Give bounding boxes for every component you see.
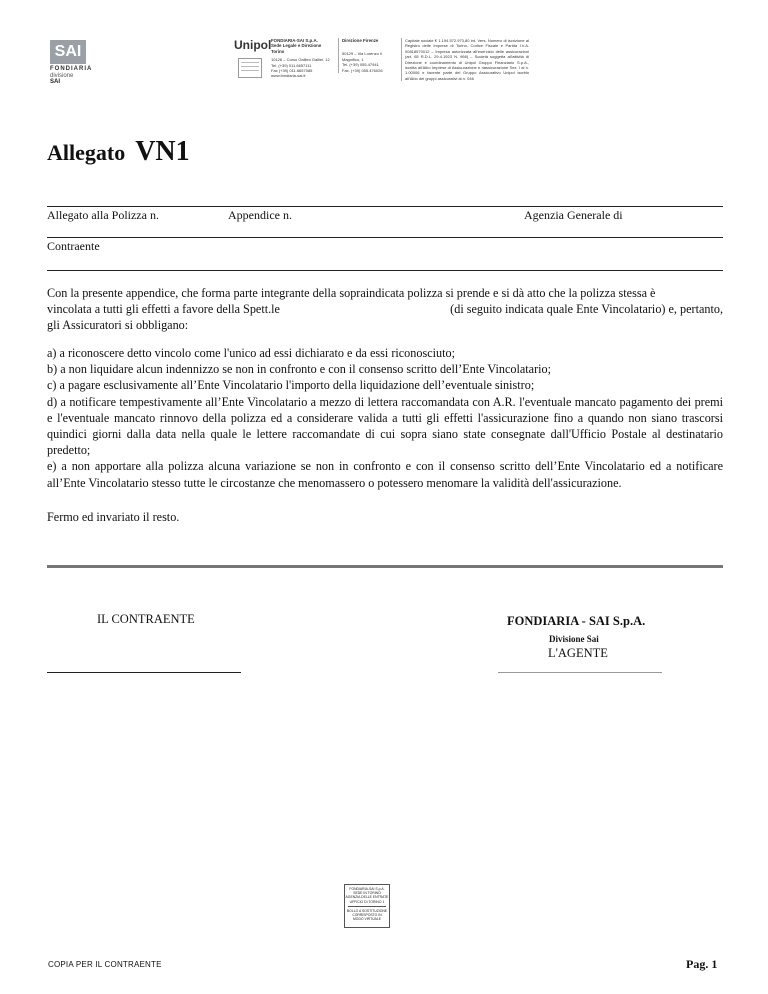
stamp-line: SEDE IN TORINO	[353, 891, 381, 896]
sai-logo-division-label: divisione	[50, 73, 74, 79]
title-code: VN1	[135, 136, 190, 167]
header-company-seat: Sede Legale e Direzione Torino	[271, 43, 322, 54]
obligations-list	[47, 345, 723, 491]
header-fax: Fax (+39) 011.6657085	[271, 68, 313, 74]
sai-logo	[50, 40, 93, 88]
header-legal-info: Capitale sociale € 1.194.572.973,80 int. Vers. Numero di iscrizione al Registro delle Imprese di Torino, Codice Fiscale e Partita I.V.A. 00818570012 – Impresa autorizzata all'esercizio delle assicurazioni (art. 65 R.D.L. 29.4.1923 N. 966) – Società soggetta all'attività di Direzione e coordinamento di Unipol Gruppo Finanziario S.p.A., iscritta all'Albo Imprese di Assicurazione e riassicurazione Sez. I al n. 1.00006 e facente parte del Gruppo Assicurativo Unipol iscritto all'Albo dei gruppi assicurativi al n. 046	[401, 38, 529, 81]
contractor-signature-label: IL CONTRAENTE	[97, 612, 195, 626]
divider	[47, 237, 723, 238]
intro-line-2a: vincolata a tutti gli effetti a favore della Spett.le	[47, 302, 280, 316]
copy-label: COPIA PER IL CONTRAENTE	[48, 960, 162, 969]
closing-text: Fermo ed invariato il resto.	[47, 510, 180, 524]
list-item: b) a non liquidare alcun indennizzo se non in confronto e con il consenso scritto dell’Ente Vincolatario;	[47, 362, 552, 377]
intro-line-2b: (di seguito indicata quale Ente Vincolatario) e, pertanto,	[450, 302, 723, 316]
header-branch-fax: Fax. (+39) 055.476026	[342, 67, 383, 73]
appendix-number-label: Appendice n.	[228, 208, 292, 222]
small-stamp-icon	[238, 58, 262, 78]
header-branch-info	[338, 38, 400, 73]
policy-number-label: Allegato alla Polizza n.	[47, 208, 159, 222]
sai-logo-mark: SAI	[50, 40, 86, 64]
intro-paragraph	[47, 285, 723, 333]
agent-signature-label: L'AGENTE	[548, 646, 608, 660]
list-item: e) a non apportare alla polizza alcuna variazione se non in confronto e con il consenso scritto dell’Ente Vincolatario ed a notificare all’Ente Vincolatario stesso tutte le circostanze che menomassero o potessero menomare la validità dell'assicurazione.	[47, 459, 723, 490]
stamp-line: FONDIARIA-SAI S.p.A.	[349, 887, 385, 891]
intro-line-3: gli Assicuratori si obbligano:	[47, 318, 189, 332]
header-website: www.fondiaria-sai.it	[271, 73, 306, 79]
header-branch-tel: Tel. (+39) 055.47941	[342, 62, 379, 68]
intro-line-1: Con la presente appendice, che forma parte integrante della sopraindicata polizza si prende e si dà atto che la polizza stessa è	[47, 286, 656, 300]
header-address: 10126 – Corso Galileo Galilei, 12	[271, 57, 330, 63]
stamp-line: BOLLO A SOSTITUZIONE	[346, 908, 388, 913]
header-branch-address: 50129 – Via Lorenzo il Magnifico, 1	[342, 51, 382, 62]
agent-signature-line	[498, 672, 662, 673]
list-item: c) a pagare esclusivamente all’Ente Vincolatario l'importo della liquidazione dell’eventuale sinistro;	[47, 378, 535, 393]
page-title	[47, 136, 190, 168]
sai-logo-division-name: SAI	[50, 79, 61, 85]
intro-line-2	[47, 301, 723, 317]
divider	[47, 270, 723, 271]
stamp-line: CORRISPOSTO IN	[352, 913, 382, 918]
list-item: a) a riconoscere detto vincolo come l'unico ad essi dichiarato e da essi riconosciuto;	[47, 346, 455, 360]
thick-divider	[47, 565, 723, 568]
list-item: d) a notificare tempestivamente all’Ente Vincolatario a mezzo di lettera raccomandata con A.R. l'eventuale mancato pagamento dei premi e l'eventuale mancato rinnovo della polizza ed a considerare valida a tutti gli effetti l'assicurazione fino a quando non siano trascorsi quindici giorni dalla data nella quale le lettere raccomandate di cui sopra siano state consegnate dall'Ufficio Postale al destinatario predetto;	[47, 394, 723, 458]
company-name: FONDIARIA - SAI S.p.A.	[507, 614, 646, 628]
stamp-line: MODO VIRTUALE	[352, 917, 381, 922]
stamp-divider	[348, 906, 386, 907]
divider	[47, 206, 723, 207]
tax-stamp	[344, 884, 390, 928]
company-division: Divisione Sai	[549, 634, 599, 644]
stamp-line: UFFICIO DI TORINO 1	[349, 899, 385, 904]
title-word: Allegato	[47, 140, 126, 165]
header-tel: Tel. (+39) 011.6657111	[271, 62, 312, 68]
header-company-name: FONDIARIA-SAI S.p.A.	[271, 38, 318, 43]
stamp-line: AGENZIA DELLE ENTRATE	[345, 895, 389, 900]
page-number: Pag. 1	[686, 957, 718, 971]
agency-label: Agenzia Generale di	[524, 208, 623, 222]
contractor-signature-line	[47, 672, 241, 673]
sai-logo-brand: FONDIARIA	[50, 66, 93, 72]
header-branch-name: Direzione Firenze	[342, 38, 379, 43]
header-company-info	[271, 38, 333, 79]
contractor-label: Contraente	[47, 239, 100, 253]
unipol-logo: Unipol	[234, 38, 272, 52]
